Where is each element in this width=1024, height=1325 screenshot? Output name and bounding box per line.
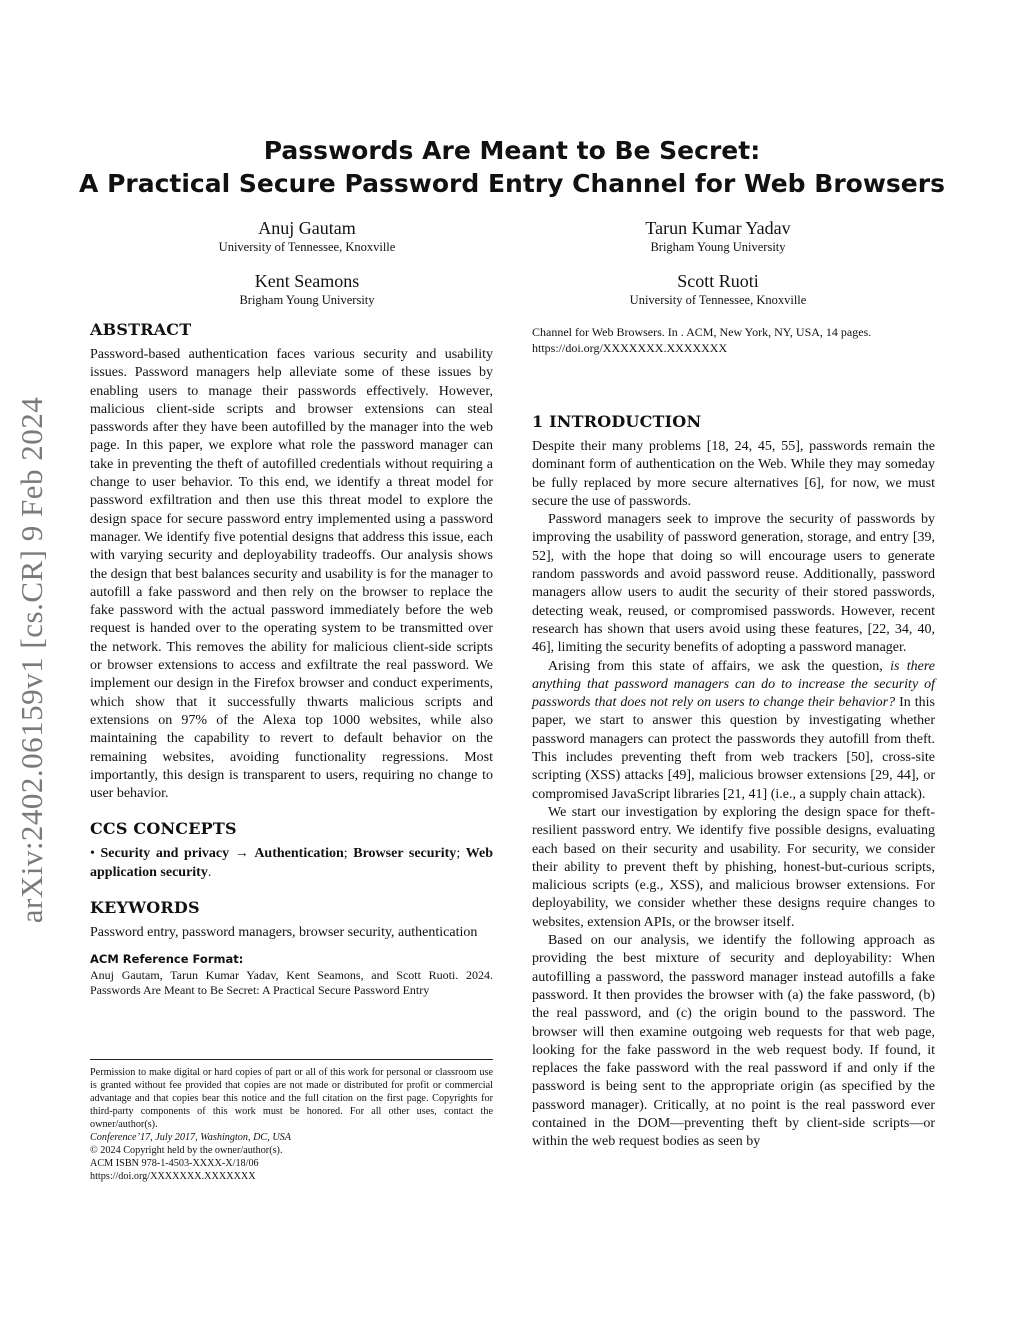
intro-p3-lead: Arising from this state of affairs, we ask the question, bbox=[548, 658, 891, 674]
left-column bbox=[90, 320, 493, 999]
author-block-4 bbox=[568, 270, 868, 308]
author-name: Kent Seamons bbox=[254, 271, 360, 291]
intro-paragraph-2: Password managers seek to improve the security of passwords by improving the usability of password generation, storage, and entry [39, 52], with the hope that doing so will encourage users to generate random passwords and avoid password reuse. Additionally, password managers allow users to audit the security of their stored passwords, detecting weak, reused, or compromised passwords. However, recent research has shown that users avoid using these features, [22, 34, 40, 46], limiting the security benefits of adopting a password manager. bbox=[532, 512, 935, 656]
right-column bbox=[532, 412, 935, 1152]
keywords-text: Password entry, password managers, browser security, authentication bbox=[90, 925, 478, 941]
title-line-2: A Practical Secure Password Entry Channel for Web Browsers bbox=[79, 169, 945, 198]
author-name: Scott Ruoti bbox=[677, 271, 759, 291]
abstract-text: Password-based authentication faces various security and usability issues. Password managers help alleviate some of these issues by enabling users to manage their passwords effectively. However, malicious client-side scripts and browser extensions can steal passwords after they have been autofilled by the manager into the web page. In this paper, we explore what role the password manager can take in preventing the theft of autofilled credentials without requiring a change to user behavior. To this end, we identify a threat model for password exfiltration and then use this threat model to explore the design space for secure password entry implemented using a password manager. We identify five potential designs that address this issue, each with varying security and deployability tradeoffs. Our analysis shows the design that best balances security and usability is for the manager to autofill a fake password and then rely on the browser to replace the fake password with the actual password immediately before the web request is handed over to the operating system to be transmitted over the network. This removes the ability for malicious client-side scripts or browser extensions to access and exfiltrate the real password. We implement our design in the Firefox browser and conduct experiments, which show that it successfully thwarts malicious scripts and extensions on 97% of the Alexa top 1000 websites, while also maintaining the capability to revert to default behavior on the remaining websites, avoiding functionality regressions. Most importantly, this design is transparent to users, requiring no change to user behavior. bbox=[90, 347, 493, 802]
arxiv-sidebar-stamp bbox=[12, 360, 52, 960]
ccs-bullet: • bbox=[90, 846, 95, 862]
acm-reference-continued: Channel for Web Browsers. In . ACM, New York, NY, USA, 14 pages. https://doi.org/XXXXXXX.XXXXXXX bbox=[532, 325, 872, 355]
author-name: Anuj Gautam bbox=[258, 218, 356, 238]
intro-paragraph-3 bbox=[532, 658, 935, 804]
ccs-heading: CCS CONCEPTS bbox=[90, 819, 237, 839]
author-block-2 bbox=[568, 217, 868, 255]
ccs-concepts: • Security and privacy → Authentication; Browser security; Web application security. bbox=[90, 846, 494, 880]
intro-paragraph-4: We start our investigation by exploring the design space for theft-resilient password entry. We identify five possible designs, evaluating each based on their security and usability. For security, we consider their ability to prevent theft by phishing, honest-but-curious scripts, malicious scripts (e.g., XSS), and malicious browser extensions. For deployability, we consider whether these designs require changes to websites, extension APIs, or the browser itself. bbox=[532, 804, 935, 930]
intro-paragraph-5: Based on our analysis, we identify the following approach as providing the best mixture of security and deployability: When autofilling a password, the password manager instead autofills a fake password. It then provides the browser with (a) the fake password, (b) the real password, and (c) the origin bound to the password. The browser will then examine outgoing web requests for that web page, looking for the fake password in the web request body. If found, it replaces the fake password with the real password if and only if the password is being sent to the appropriate origin (as specified by the password manager). Critically, at no point is the real password ever contained in the DOM—preventing theft by client-side scripts—or within the web request bodies as seen by bbox=[532, 933, 935, 1150]
footnote-permission: Permission to make digital or hard copies of part or all of this work for personal or classroom use is granted without fee provided that copies are not made or distributed for profit or commercial advantage and that copies bear this notice and the full citation on the first page. Copyrights for third-party components of this work must be honored. For all other uses, contact the owner/author(s). bbox=[90, 1067, 493, 1130]
acm-reference bbox=[90, 952, 493, 999]
acm-reference-text: Anuj Gautam, Tarun Kumar Yadav, Kent Seamons, and Scott Ruoti. 2024. Passwords Are Meant to Be Secret: A Practical Secure Password Entry bbox=[90, 967, 493, 998]
intro-research-question: is there anything that password managers can do to increase the security of passwords that does not rely on users to change their behavior? bbox=[532, 658, 935, 711]
footnote-copyright: © 2024 Copyright held by the owner/author(s). bbox=[90, 1145, 283, 1156]
author-affiliation: Brigham Young University bbox=[650, 240, 786, 254]
author-block-1 bbox=[157, 217, 457, 255]
ccs-concept-4: Web application security bbox=[90, 846, 494, 880]
paper-title bbox=[60, 134, 964, 200]
ccs-arrow: → bbox=[229, 846, 255, 862]
intro-p3-rest: In this paper, we start to answer this question by investigating whether password managers can protect the passwords they autofill from theft. This includes preventing theft from web trackers [50], cross-site scripting (XSS) attacks [49], malicious browser extensions [29, 44], or compromised JavaScript libraries [21, 41] (i.e., a supply chain attack). bbox=[532, 695, 936, 802]
footnote-doi: https://doi.org/XXXXXXX.XXXXXXX bbox=[90, 1171, 256, 1182]
author-name: Tarun Kumar Yadav bbox=[645, 218, 791, 238]
ccs-concept-2: Authentication bbox=[254, 846, 344, 862]
author-affiliation: University of Tennessee, Knoxville bbox=[629, 293, 807, 307]
footnote-conference: Conference’17, July 2017, Washington, DC, USA bbox=[90, 1132, 291, 1143]
author-block-3 bbox=[157, 270, 457, 308]
acm-reference-heading: ACM Reference Format: bbox=[90, 952, 244, 967]
author-affiliation: University of Tennessee, Knoxville bbox=[218, 240, 396, 254]
footnote-isbn: ACM ISBN 978-1-4503-XXXX-X/18/06 bbox=[90, 1158, 259, 1169]
ccs-concept-1: Security and privacy bbox=[100, 846, 230, 862]
ccs-concept-3: Browser security bbox=[353, 846, 457, 862]
arxiv-id: arXiv:2402.06159v1 [cs.CR] 9 Feb 2024 bbox=[14, 396, 49, 924]
title-line-1: Passwords Are Meant to Be Secret: bbox=[263, 136, 761, 165]
abstract-heading: ABSTRACT bbox=[90, 320, 192, 339]
keywords-heading: KEYWORDS bbox=[90, 898, 200, 918]
footnote-rule bbox=[90, 1059, 493, 1060]
introduction-heading: 1 INTRODUCTION bbox=[532, 412, 702, 431]
footnote bbox=[90, 1059, 493, 1183]
author-affiliation: Brigham Young University bbox=[239, 293, 375, 307]
intro-paragraph-1: Despite their many problems [18, 24, 45, 55], passwords remain the dominant form of authentication on the Web. While they may someday be fully replaced by more secure alternatives [6], for now, we must secure the use of passwords. bbox=[532, 439, 935, 509]
